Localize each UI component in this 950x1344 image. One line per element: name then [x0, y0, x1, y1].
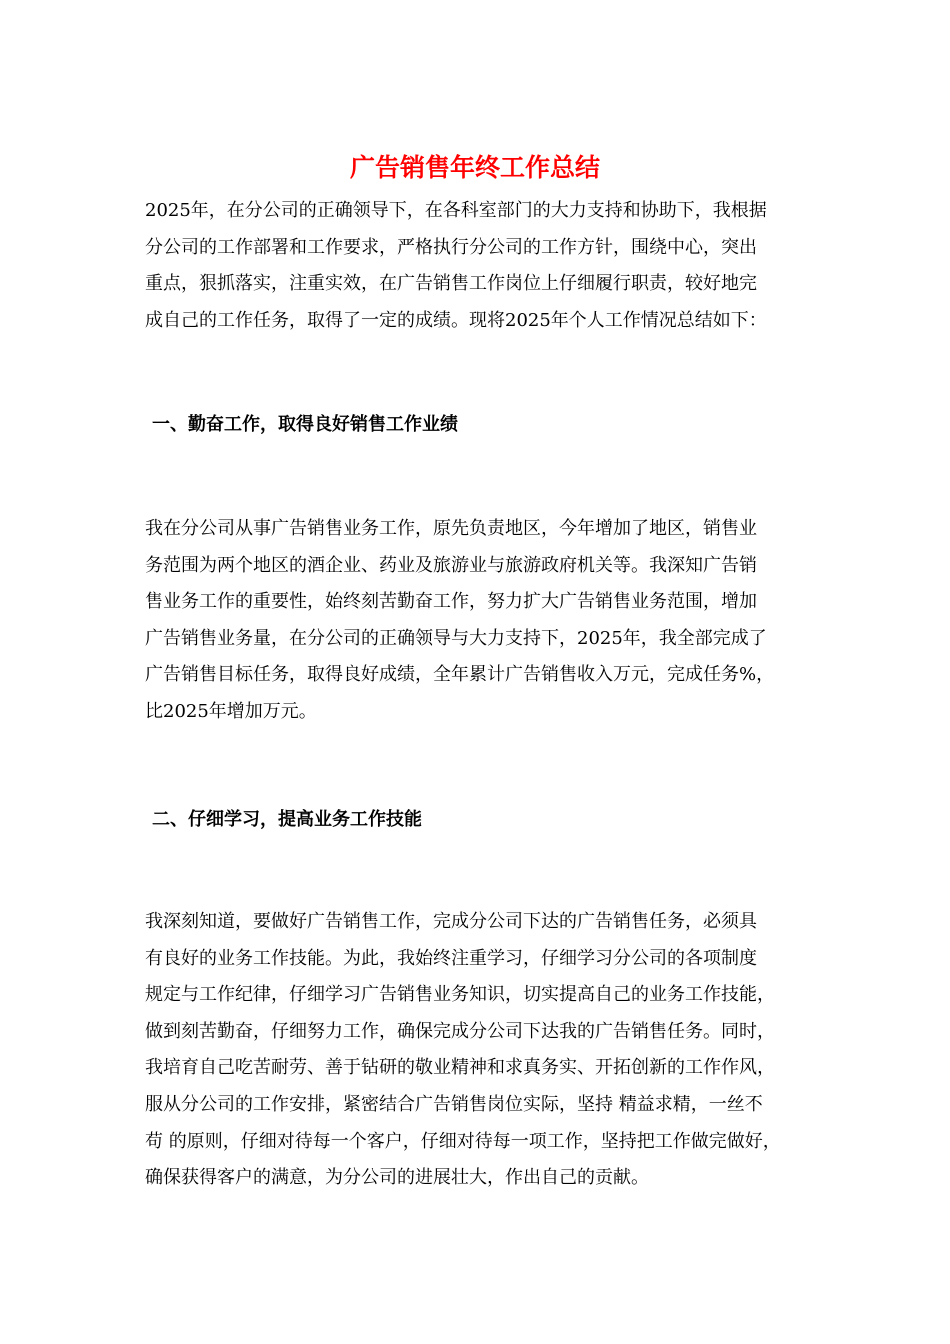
paragraph-line: 广告销售目标任务，取得良好成绩，全年累计广告销售收入万元，完成任务%， [145, 664, 775, 686]
paragraph-line: 比2025年增加万元。 [145, 700, 317, 722]
paragraph-line: 重点，狠抓落实，注重实效，在广告销售工作岗位上仔细履行职责，较好地完 [145, 273, 757, 295]
paragraph-line: 分公司的工作部署和工作要求，严格执行分公司的工作方针，围绕中心，突出 [145, 236, 757, 258]
paragraph-line: 苟 的原则，仔细对待每一个客户，仔细对待每一项工作，坚持把工作做完做好， [145, 1130, 781, 1152]
intro-paragraph [145, 193, 820, 339]
document-title: 广告销售年终工作总结 [349, 153, 600, 182]
section1-paragraph [145, 511, 820, 731]
section2-paragraph [145, 904, 820, 1197]
paragraph-line: 务范围为两个地区的酒企业、药业及旅游业与旅游政府机关等。我深知广告销 [145, 554, 757, 576]
paragraph-line: 2025年，在分公司的正确领导下，在各科室部门的大力支持和协助下，我根据 [145, 200, 767, 221]
paragraph-line: 广告销售业务量，在分公司的正确领导与大力支持下，2025年，我全部完成了 [145, 627, 767, 649]
paragraph-line: 确保获得客户的满意，为分公司的进展壮大，作出自己的贡献。 [145, 1167, 649, 1189]
paragraph-line: 我在分公司从事广告销售业务工作，原先负责地区，今年增加了地区，销售业 [145, 518, 757, 539]
paragraph-line: 我培育自己吃苦耐劳、善于钻研的敬业精神和求真务实、开拓创新的工作作风， [145, 1057, 775, 1079]
section-heading-2: 二、仔细学习，提高业务工作技能 [152, 809, 422, 830]
section-heading-1: 一、勤奋工作，取得良好销售工作业绩 [152, 414, 458, 435]
paragraph-line: 有良好的业务工作技能。为此，我始终注重学习，仔细学习分公司的各项制度 [145, 947, 757, 969]
paragraph-line: 成自己的工作任务，取得了一定的成绩。现将2025年个人工作情况总结如下： [145, 309, 767, 331]
paragraph-line: 服从分公司的工作安排，紧密结合广告销售岗位实际，坚持 精益求精，一丝不 [145, 1093, 763, 1115]
paragraph-line: 做到刻苦勤奋，仔细努力工作，确保完成分公司下达我的广告销售任务。同时， [145, 1020, 775, 1042]
paragraph-line: 售业务工作的重要性，始终刻苦勤奋工作，努力扩大广告销售业务范围，增加 [145, 591, 757, 613]
paragraph-line: 我深刻知道，要做好广告销售工作，完成分公司下达的广告销售任务，必须具 [145, 911, 757, 932]
paragraph-line: 规定与工作纪律，仔细学习广告销售业务知识，切实提高自己的业务工作技能， [145, 984, 775, 1006]
